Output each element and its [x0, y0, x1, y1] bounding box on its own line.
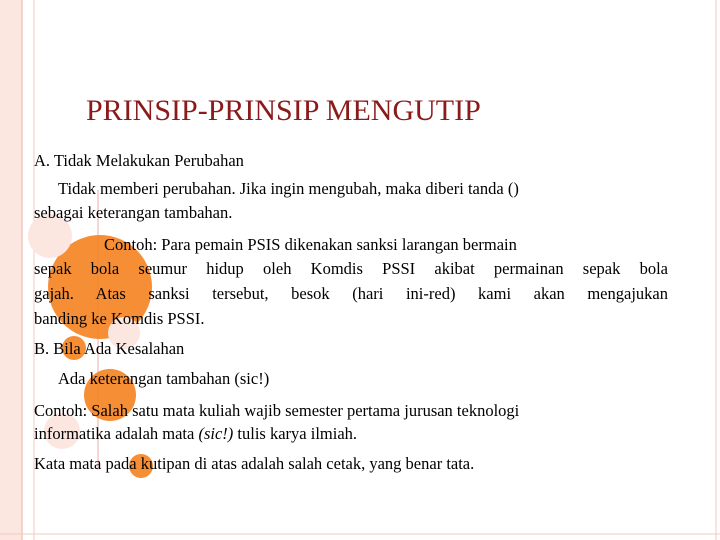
slide-title: PRINSIP-PRINSIP MENGUTIP: [86, 94, 481, 127]
section-a-example-line1: Contoh: Para pemain PSIS dikenakan sanksi larangan bermain: [104, 235, 517, 254]
section-a-example-line3: gajah. Atas sanksi tersebut, besok (hari ini-red) kami akan mengajukan: [34, 284, 668, 303]
section-a-description-line1: Tidak memberi perubahan. Jika ingin mengubah, maka diberi tanda (): [58, 179, 519, 198]
section-b-note: Kata mata pada kutipan di atas adalah salah cetak, yang benar tata.: [34, 454, 475, 473]
section-a-example-line2: sepak bola seumur hidup oleh Komdis PSSI akibat permainan sepak bola: [34, 259, 668, 278]
example-text-pre: informatika adalah mata: [34, 424, 199, 443]
section-b-example-line1: Contoh: Salah satu mata kuliah wajib semester pertama jurusan teknologi: [34, 401, 520, 420]
section-b-description: Ada keterangan tambahan (sic!): [58, 369, 270, 388]
section-b-heading: B. Bila Ada Kesalahan: [34, 339, 185, 358]
section-b-example-line2: [34, 424, 357, 444]
sic-marker: (sic!): [198, 424, 234, 443]
section-a-description-line2: sebagai keterangan tambahan.: [34, 203, 233, 222]
example-text-post: tulis karya ilmiah.: [233, 424, 358, 443]
section-a-heading: A. Tidak Melakukan Perubahan: [34, 151, 244, 170]
section-a-example-line4: banding ke Komdis PSSI.: [34, 309, 205, 328]
